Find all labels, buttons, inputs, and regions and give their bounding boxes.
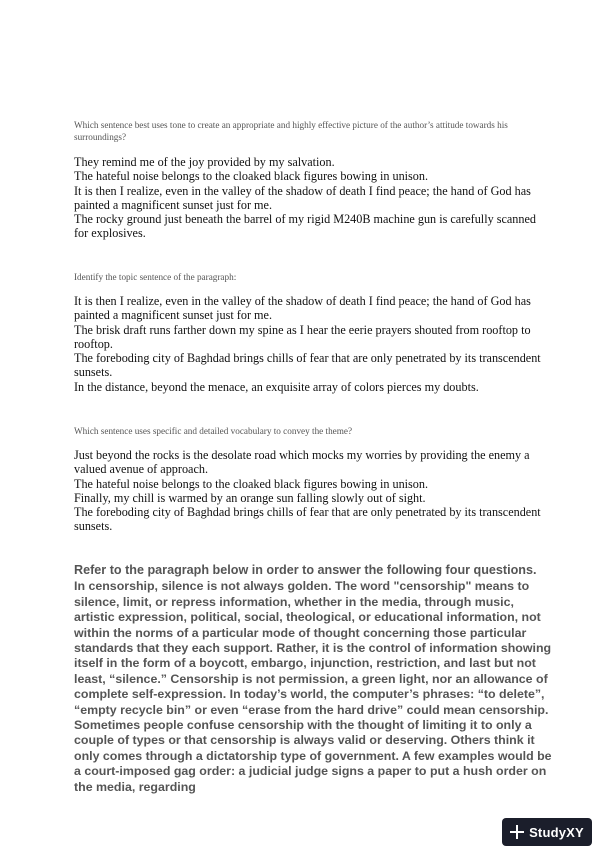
studyxy-logo[interactable] — [502, 818, 592, 846]
question-3-option-2: The hateful noise belongs to the cloaked black figures bowing in unison. — [74, 476, 429, 491]
question-1-option-3: It is then I realize, even in the valley of the shadow of death I find peace; the hand of God has painted a magnificent sunset just for me. — [74, 183, 531, 212]
question-1-prompt: Which sentence best uses tone to create an appropriate and highly effective picture of the author’s attitude towards his surroundings? — [74, 120, 508, 142]
question-2-option-3: The foreboding city of Baghdad brings chills of fear that are only penetrated by its transcendent sunsets. — [74, 351, 541, 380]
plus-icon — [510, 825, 524, 839]
passage-text: In censorship, silence is not always golden. The word "censorship" means to silence, limit, or repress information, whether in the media, through music, artistic expression, political, social, theological, or educational information, not within the norms of a particular mode of thought concerning those particular standards that they each support. Rather, it is the control of information showing itself in the form of a boycott, embargo, injunction, restriction, and last but not least, “silence.” Censorship is not permission, a green light, nor an allowance of complete self-expression. In today’s world, the computer’s phrases: “to delete”, “empty recycle bin” or even “erase from the hard drive” could mean censorship. Sometimes people confuse censorship with the thought of limiting it to only a couple of types or that censorship is always valid or deserving. Others think it only comes through a dictatorship type of government. A few examples would be a court-imposed gag order: a judicial judge signs a paper to put a hush order on the media, regarding — [74, 579, 552, 794]
question-2-prompt: Identify the topic sentence of the paragraph: — [74, 272, 237, 282]
question-1-option-2: The hateful noise belongs to the cloaked black figures bowing in unison. — [74, 169, 429, 184]
question-3-option-4: The foreboding city of Baghdad brings chills of fear that are only penetrated by its transcendent sunsets. — [74, 505, 541, 534]
logo-text: StudyXY — [529, 824, 584, 840]
question-2-option-2: The brisk draft runs farther down my spine as I hear the eerie prayers shouted from rooftop to rooftop. — [74, 322, 531, 351]
question-3-options — [74, 448, 546, 534]
question-3-prompt: Which sentence uses specific and detailed vocabulary to convey the theme? — [74, 426, 353, 436]
question-2-option-4: In the distance, beyond the menace, an exquisite array of colors pierces my doubts. — [74, 379, 479, 394]
question-1-options — [74, 155, 546, 241]
passage-block — [74, 563, 552, 795]
question-3-option-3: Finally, my chill is warmed by an orange sun falling slowly out of sight. — [74, 490, 426, 505]
question-2-options — [74, 294, 546, 394]
question-1-option-4: The rocky ground just beneath the barrel of my rigid M240B machine gun is carefully scanned for explosives. — [74, 212, 536, 241]
question-3-option-1: Just beyond the rocks is the desolate road which mocks my worries by providing the enemy a valued avenue of approach. — [74, 448, 530, 477]
question-2-option-1: It is then I realize, even in the valley of the shadow of death I find peace; the hand of God has painted a magnificent sunset just for me. — [74, 294, 531, 323]
passage-intro: Refer to the paragraph below in order to answer the following four questions. — [74, 563, 537, 577]
question-1-option-1: They remind me of the joy provided by my salvation. — [74, 155, 335, 169]
